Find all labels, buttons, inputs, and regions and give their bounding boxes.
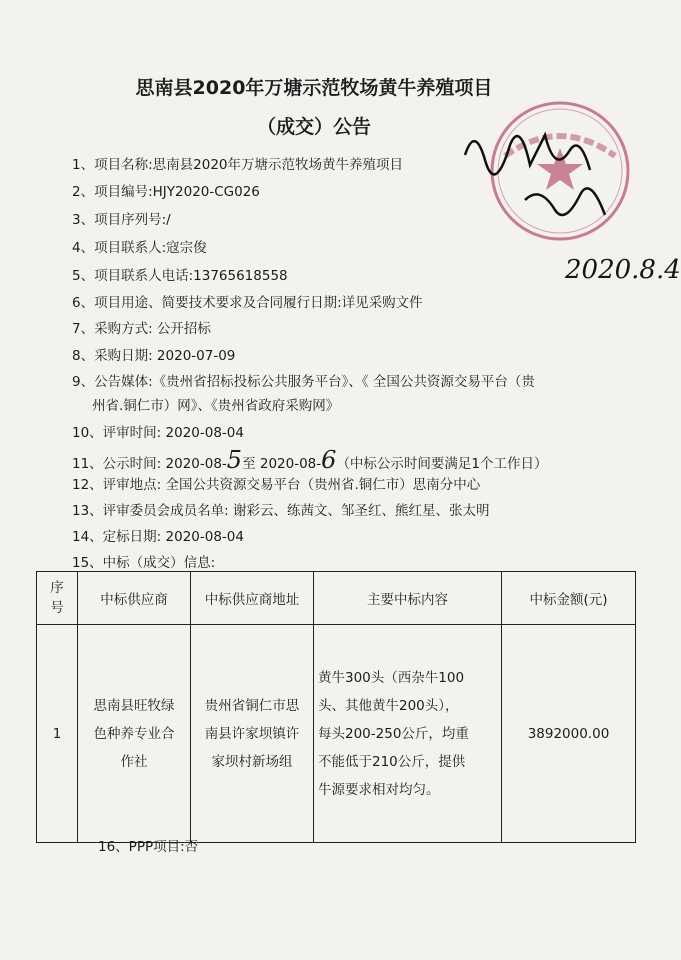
header-no-line2: 号 [50, 600, 64, 616]
cell-address [191, 625, 314, 843]
content-line5: 牛源要求相对均匀。 [318, 781, 440, 798]
item-5: 5、项目联系人电话:13765618558 [72, 268, 288, 284]
item-12: 12、评审地点: 全国公共资源交易平台（贵州省.铜仁市）思南分中心 [72, 477, 481, 493]
address-line3: 家坝村新场组 [211, 753, 293, 770]
document-title: 思南县2020年万塘示范牧场黄牛养殖项目 [135, 77, 493, 99]
header-amount: 中标金额(元) [502, 572, 636, 625]
header-supplier: 中标供应商 [78, 572, 191, 625]
item-15: 15、中标（成交）信息: [72, 555, 216, 571]
header-no [37, 572, 78, 625]
address-line2: 南县许家坝镇许 [204, 725, 300, 742]
item-1: 1、项目名称:思南县2020年万塘示范牧场黄牛养殖项目 [72, 157, 403, 173]
header-address: 中标供应商地址 [191, 572, 314, 625]
item-10: 10、评审时间: 2020-08-04 [72, 425, 244, 441]
item-2: 2、项目编号:HJY2020-CG026 [72, 184, 260, 200]
item-6: 6、项目用途、简要技术要求及合同履行日期:详见采购文件 [72, 295, 423, 311]
table-header-row [37, 572, 636, 625]
content-line4: 不能低于210公斤，提供 [318, 753, 466, 770]
cell-amount: 3892000.00 [502, 625, 636, 843]
address-line1: 贵州省铜仁市思 [204, 697, 300, 714]
content-line2: 头、其他黄牛200头）， [318, 697, 459, 714]
header-no-line1: 序 [50, 580, 64, 596]
item-11-handwritten-day-start: 5 [226, 446, 243, 474]
item-13: 13、评审委员会成员名单: 谢彩云、练茜文、邹圣红、熊红星、张太明 [72, 503, 490, 519]
item-3: 3、项目序列号:/ [72, 212, 171, 228]
header-content: 主要中标内容 [314, 572, 502, 625]
item-4: 4、项目联系人:寇宗俊 [72, 240, 207, 256]
item-14: 14、定标日期: 2020-08-04 [72, 529, 244, 545]
item-11-suffix: （中标公示时间要满足1个工作日） [336, 456, 548, 472]
handwritten-date: 2020.8.4 [565, 255, 681, 285]
item-16: 16、PPP项目:否 [98, 839, 199, 855]
item-11-prefix: 11、公示时间: 2020-08- [72, 456, 227, 472]
item-11-handwritten-day-end: 6 [321, 446, 337, 474]
item-7: 7、采购方式: 公开招标 [72, 321, 211, 337]
handwritten-signature [455, 115, 615, 235]
item-8: 8、采购日期: 2020-07-09 [72, 348, 236, 364]
content-line1: 黄牛300头（西杂牛100 [318, 669, 465, 686]
supplier-line2: 色种养专业合 [93, 725, 175, 742]
cell-content [314, 625, 502, 843]
item-9-line1: 9、公告媒体:《贵州省招标投标公共服务平台》、《 全国公共资源交易平台（贵 [72, 374, 535, 390]
cell-no: 1 [37, 625, 78, 843]
table-row [37, 625, 636, 843]
item-9-line2: 州省.铜仁市）网》、《贵州省政府采购网》 [92, 398, 340, 414]
award-table [36, 571, 636, 843]
supplier-line3: 作社 [120, 753, 148, 770]
item-11 [72, 446, 548, 474]
document-subtitle: （成交）公告 [256, 116, 371, 138]
cell-supplier [78, 625, 191, 843]
supplier-line1: 思南县旺牧绿 [93, 697, 175, 714]
content-line3: 每头200-250公斤，均重 [318, 725, 469, 742]
item-11-mid: 至 2020-08- [242, 456, 322, 472]
